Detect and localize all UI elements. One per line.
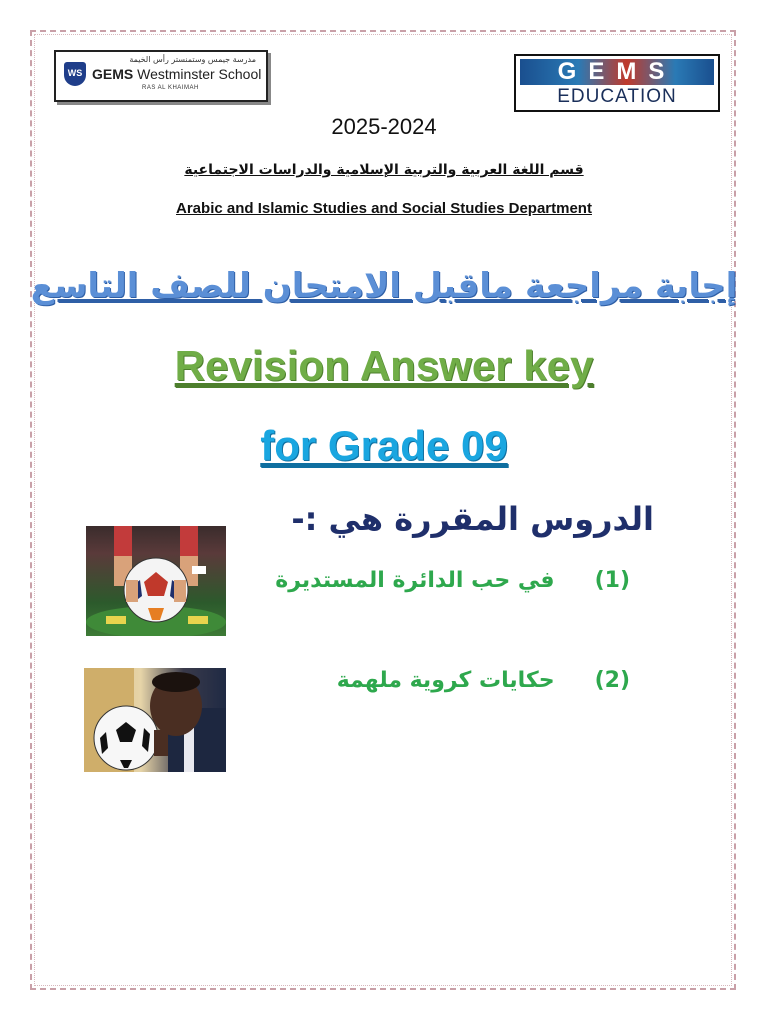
department-arabic: قسم اللغة العربية والتربية الإسلامية والدراسات الاجتماعية bbox=[184, 162, 584, 178]
lesson-item-2 bbox=[337, 668, 630, 693]
player-kissing-ball-image bbox=[84, 668, 226, 772]
gems-education-logo bbox=[514, 54, 720, 112]
department-english: Arabic and Islamic Studies and Social Studies Department bbox=[176, 200, 592, 217]
lesson-title: حكايات كروية ملهمة bbox=[336, 668, 555, 693]
pele-photo bbox=[84, 668, 226, 772]
lesson-title: في حب الدائرة المستديرة bbox=[275, 568, 555, 593]
lessons-heading: الدروس المقررة هي :- bbox=[291, 500, 654, 538]
lesson-number: (2) bbox=[594, 668, 630, 693]
lesson-number: (1) bbox=[594, 568, 630, 593]
school-name: GEMS Westminster School bbox=[92, 66, 262, 82]
title-revision-answer-key: Revision Answer key bbox=[174, 342, 594, 389]
football-photo bbox=[86, 526, 226, 636]
lesson-item-1 bbox=[275, 568, 630, 593]
title-arabic: إجابة مراجعة ماقبل الامتحان للصف التاسع bbox=[30, 266, 738, 306]
school-city: RAS AL KHAIMAH bbox=[142, 85, 199, 91]
gems-logo-top: GEMS bbox=[520, 59, 714, 85]
academic-year: 2025-2024 bbox=[331, 114, 437, 139]
title-grade: for Grade 09 bbox=[260, 422, 508, 469]
school-shield-icon: WS bbox=[64, 62, 86, 86]
gems-logo-bottom: EDUCATION bbox=[557, 86, 677, 107]
school-arabic-name: مدرسة جيمس وستمنستر رأس الخيمة bbox=[129, 55, 256, 64]
school-logo bbox=[54, 50, 268, 102]
football-hands-image bbox=[86, 526, 226, 636]
